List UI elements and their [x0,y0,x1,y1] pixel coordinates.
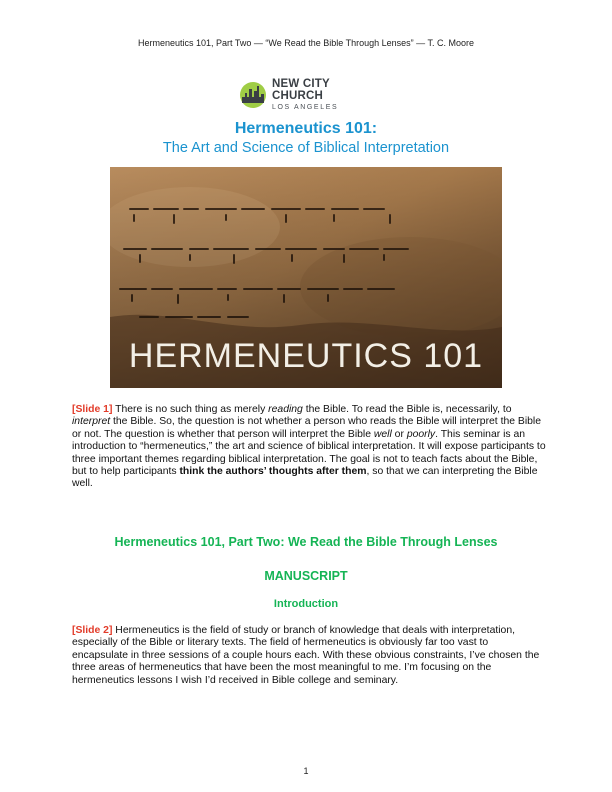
skyline-logo-icon [238,81,268,109]
church-logo [238,80,378,110]
intro-text-4: or [391,428,407,440]
slide-2-tag: [Slide 2] [72,625,113,636]
intro-emphasis-poorly: poorly [406,428,436,440]
running-header: Hermeneutics 101, Part Two — “We Read the Bible Through Lenses” — T. C. Moore [138,38,474,48]
slide-1-tag: [Slide 1] [72,404,113,415]
page-subtitle: The Art and Science of Biblical Interpretation [162,140,450,156]
logo-subtitle: LOS ANGELES [272,104,339,111]
intro-text-3: the Bible. So, the question is not whether a person who reads the Bible will interpret the Bible or not. The question is whether that person will interpret the Bible [72,416,542,440]
page-title: Hermeneutics 101: [234,120,378,137]
slide-2-paragraph [72,625,546,687]
intro-text-5: . This seminar is an introduction to “hermeneutics,” the art and science of biblical interpretation. It will expose participants to three important themes regarding biblical interpretation. The goal is not to teach facts about the Bible, but to help participants [72,428,546,478]
page-number: 1 [303,766,309,776]
hero-image [110,167,502,388]
logo-name: NEW CITY CHURCH [272,78,330,102]
intro-emphasis-reading: reading [268,404,303,415]
part-heading: Hermeneutics 101, Part Two: We Read the Bible Through Lenses [114,535,498,549]
manuscript-heading: MANUSCRIPT [264,569,348,583]
intro-emphasis-interpret: interpret [72,416,111,428]
intro-emphasis-well: well [373,428,392,440]
slide-2-text: Hermeneutics is the field of study or branch of knowledge that deals with interpretation, especially of the Bible or literary texts. The field of hermeneutics is obviously far too vast to encapsulate in three sessions of a couple hours each. With these obvious constraints, I’ve chosen the three areas of hermeneutics that have been the most meaningful to me. I’m focusing on the hermeneutics lessons I wish I’d received in Bible college and seminary. [72,625,540,686]
intro-bold-phrase: think the authors’ thoughts after them [179,466,367,478]
introduction-heading: Introduction [273,598,339,610]
intro-paragraph [72,404,546,491]
intro-text-6: , so that we can interpreting the Bible well. [72,466,538,490]
intro-text-1: There is no such thing as merely [112,404,269,415]
intro-text-2: the Bible. To read the Bible is, necessarily, to [302,404,512,415]
hero-caption: HERMENEUTICS 101 [128,337,484,375]
